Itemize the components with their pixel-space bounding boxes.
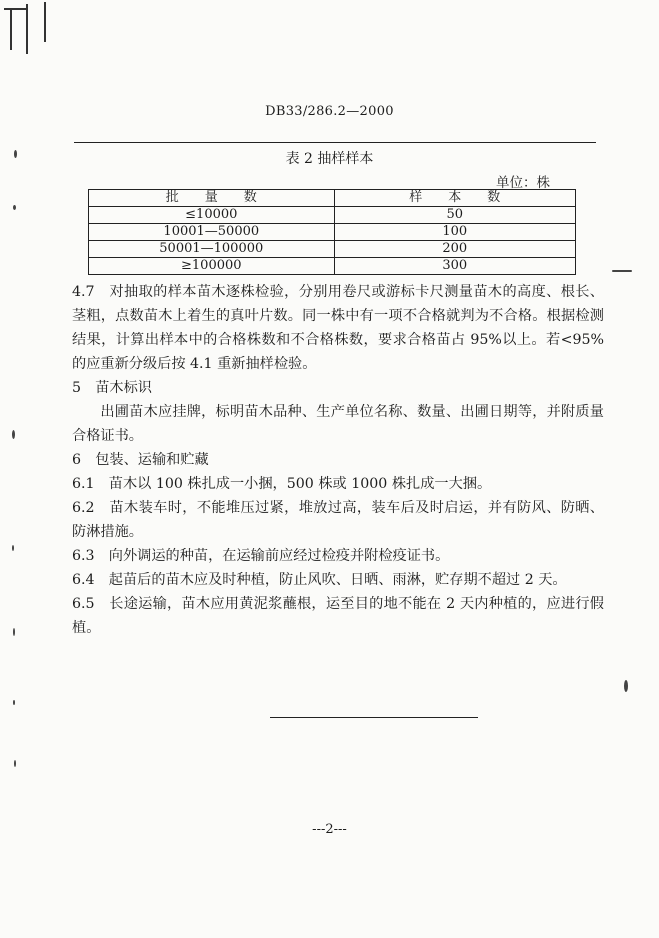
scan-mark-vertical-1	[10, 10, 12, 50]
document-id: DB33/286.2—2000	[265, 104, 394, 119]
scan-mark-top-left	[4, 8, 28, 10]
table-title: 表 2 抽样样本	[285, 151, 374, 167]
table-unit-label: 单位：株	[496, 175, 550, 191]
column-header-sample: 样 本 数	[334, 190, 575, 207]
speck	[624, 680, 628, 692]
section-6-3: 6.3 向外调运的种苗，在运输前应经过检疫并附检疫证书。	[72, 548, 450, 564]
table-row	[89, 258, 576, 275]
table-header-row	[89, 190, 576, 207]
footer-rule	[270, 717, 478, 718]
section-4-7: 4.7 对抽取的样本苗木逐株检验，分别用卷尺或游标卡尺测量苗木的高度、根长、茎粗，点数苗木上着生的真叶片数。同一株中有一项不合格就判为不合格。根据检测结果，计算出样本中的合格株数和不合格株数，要求合格苗占 95%以上。若<95%的应重新分级后按 4.1 重新抽样检验。	[72, 284, 604, 372]
cell-sample: 200	[334, 241, 575, 258]
speck	[12, 545, 14, 551]
scan-mark-vertical-2	[26, 4, 28, 54]
cell-batch: ≥100000	[89, 258, 335, 275]
section-5-body: 出圃苗木应挂牌，标明苗木品种、生产单位名称、数量、出圃日期等，并附质量合格证书。	[72, 404, 604, 444]
cell-batch: 10001—50000	[89, 224, 335, 241]
page-number: ---2---	[312, 822, 347, 837]
table-row	[89, 241, 576, 258]
table-row	[89, 224, 576, 241]
column-header-batch: 批 量 数	[89, 190, 335, 207]
scan-mark-vertical-3	[44, 2, 46, 42]
section-6-5: 6.5 长途运输，苗木应用黄泥浆蘸根，运至目的地不能在 2 天内种植的，应进行假植。	[72, 596, 604, 636]
speck	[13, 700, 15, 705]
speck	[12, 430, 15, 439]
table-row	[89, 207, 576, 224]
cell-sample: 100	[334, 224, 575, 241]
body-text	[72, 280, 604, 640]
cell-sample: 50	[334, 207, 575, 224]
section-5-title: 5 苗木标识	[72, 380, 152, 396]
header-rule	[74, 142, 596, 143]
section-6-title: 6 包装、运输和贮藏	[72, 452, 209, 468]
speck	[13, 628, 15, 636]
speck	[612, 270, 632, 272]
section-6-1: 6.1 苗木以 100 株扎成一小捆，500 株或 1000 株扎成一大捆。	[72, 476, 492, 492]
sample-size-table	[88, 189, 576, 275]
cell-sample: 300	[334, 258, 575, 275]
cell-batch: ≤10000	[89, 207, 335, 224]
cell-batch: 50001—100000	[89, 241, 335, 258]
section-6-4: 6.4 起苗后的苗木应及时种植，防止风吹、日晒、雨淋，贮存期不超过 2 天。	[72, 572, 567, 588]
speck	[13, 205, 16, 210]
speck	[14, 760, 16, 767]
section-6-2: 6.2 苗木装车时，不能堆压过紧，堆放过高，装车后及时启运，并有防风、防晒、防淋措施。	[72, 500, 604, 540]
